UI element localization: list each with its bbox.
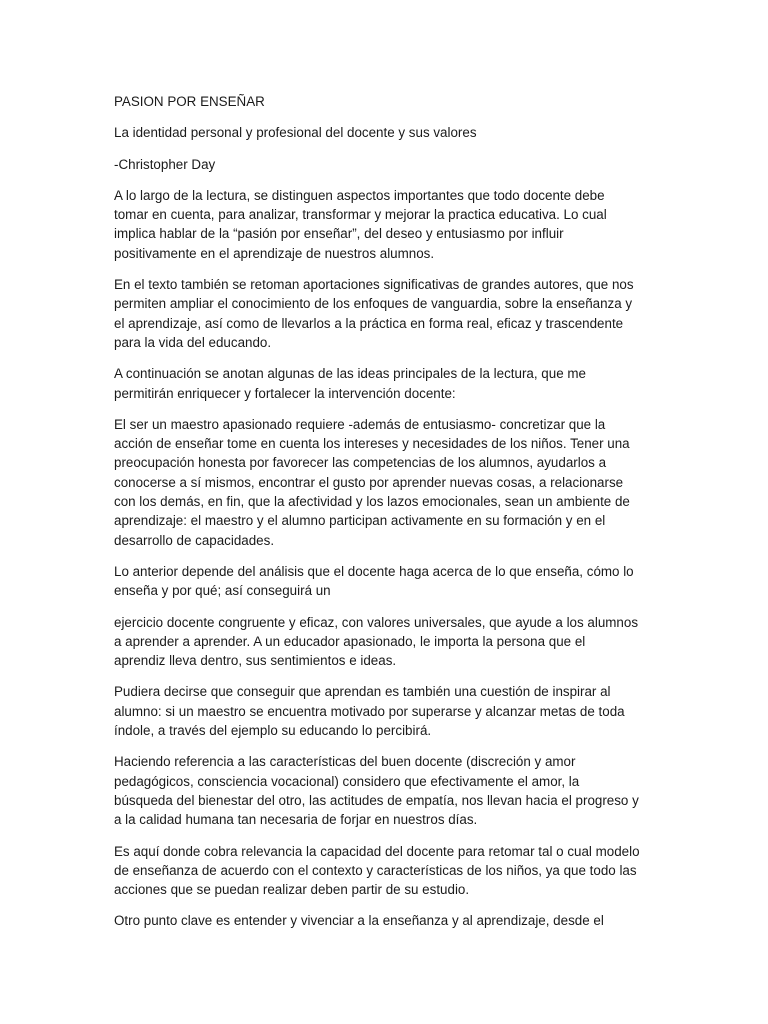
paragraph-4: El ser un maestro apasionado requiere -además de entusiasmo- concretizar que la acción de enseñar tome en cuenta los intereses y necesidades de los niños. Tener una preocupación honesta por favorecer las competencias de los alumnos, ayudarlos a conocerse a sí mismos, encontrar el gusto por aprender nuevas cosas, a relacionarse con los demás, en fin, que la afectividad y los lazos emocionales, sean un ambiente de aprendizaje: el maestro y el alumno participan activamente en su formación y en el desarrollo de capacidades.	[114, 416, 630, 548]
document-author: -Christopher Day	[114, 156, 216, 172]
paragraph-10: Otro punto clave es entender y vivenciar a la enseñanza y al aprendizaje, desde el	[114, 913, 604, 929]
paragraph-6: ejercicio docente congruente y eficaz, con valores universales, que ayude a los alumnos a aprender a aprender. A un educador apasionado, le importa la persona que el aprendiz lleva dentro, sus sentimientos e ideas.	[114, 614, 639, 669]
paragraph-1: A lo largo de la lectura, se distinguen aspectos importantes que todo docente debe tomar en cuenta, para analizar, transformar y mejorar la practica educativa. Lo cual implica hablar de la “pasión por enseñar”, del deseo y entusiasmo por influir positivamente en el aprendizaje de nuestros alumnos.	[114, 187, 607, 261]
paragraph-9: Es aquí donde cobra relevancia la capacidad del docente para retomar tal o cual modelo de enseñanza de acuerdo con el contexto y características de los niños, ya que todo las acciones que se puedan realizar deben partir de su estudio.	[114, 843, 640, 898]
paragraph-5: Lo anterior depende del análisis que el docente haga acerca de lo que enseña, cómo lo enseña y por qué; así conseguirá un	[114, 563, 634, 599]
paragraph-7: Pudiera decirse que conseguir que aprendan es también una cuestión de inspirar al alumno: si un maestro se encuentra motivado por superarse y alcanzar metas de toda índole, a través del ejemplo su educando lo percibirá.	[114, 684, 625, 739]
document-title: PASION POR ENSEÑAR	[114, 94, 265, 109]
document-subtitle: La identidad personal y profesional del docente y sus valores	[114, 125, 477, 141]
paragraph-2: En el texto también se retoman aportaciones significativas de grandes autores, que nos permiten ampliar el conocimiento de los enfoques de vanguardia, sobre la enseñanza y el aprendizaje, así como de llevarlos a la práctica en forma real, eficaz y trascendente para la vida del educando.	[114, 277, 634, 350]
paragraph-3: A continuación se anotan algunas de las ideas principales de la lectura, que me permitirán enriquecer y fortalecer la intervención docente:	[114, 366, 586, 401]
paragraph-8: Haciendo referencia a las características del buen docente (discreción y amor pedagógicos, consciencia vocacional) considero que efectivamente el amor, la búsqueda del bienestar del otro, las actitudes de empatía, nos llevan hacia el progreso y a la calidad humana tan necesaria de forjar en nuestros días.	[114, 754, 639, 828]
document-page	[114, 92, 659, 943]
